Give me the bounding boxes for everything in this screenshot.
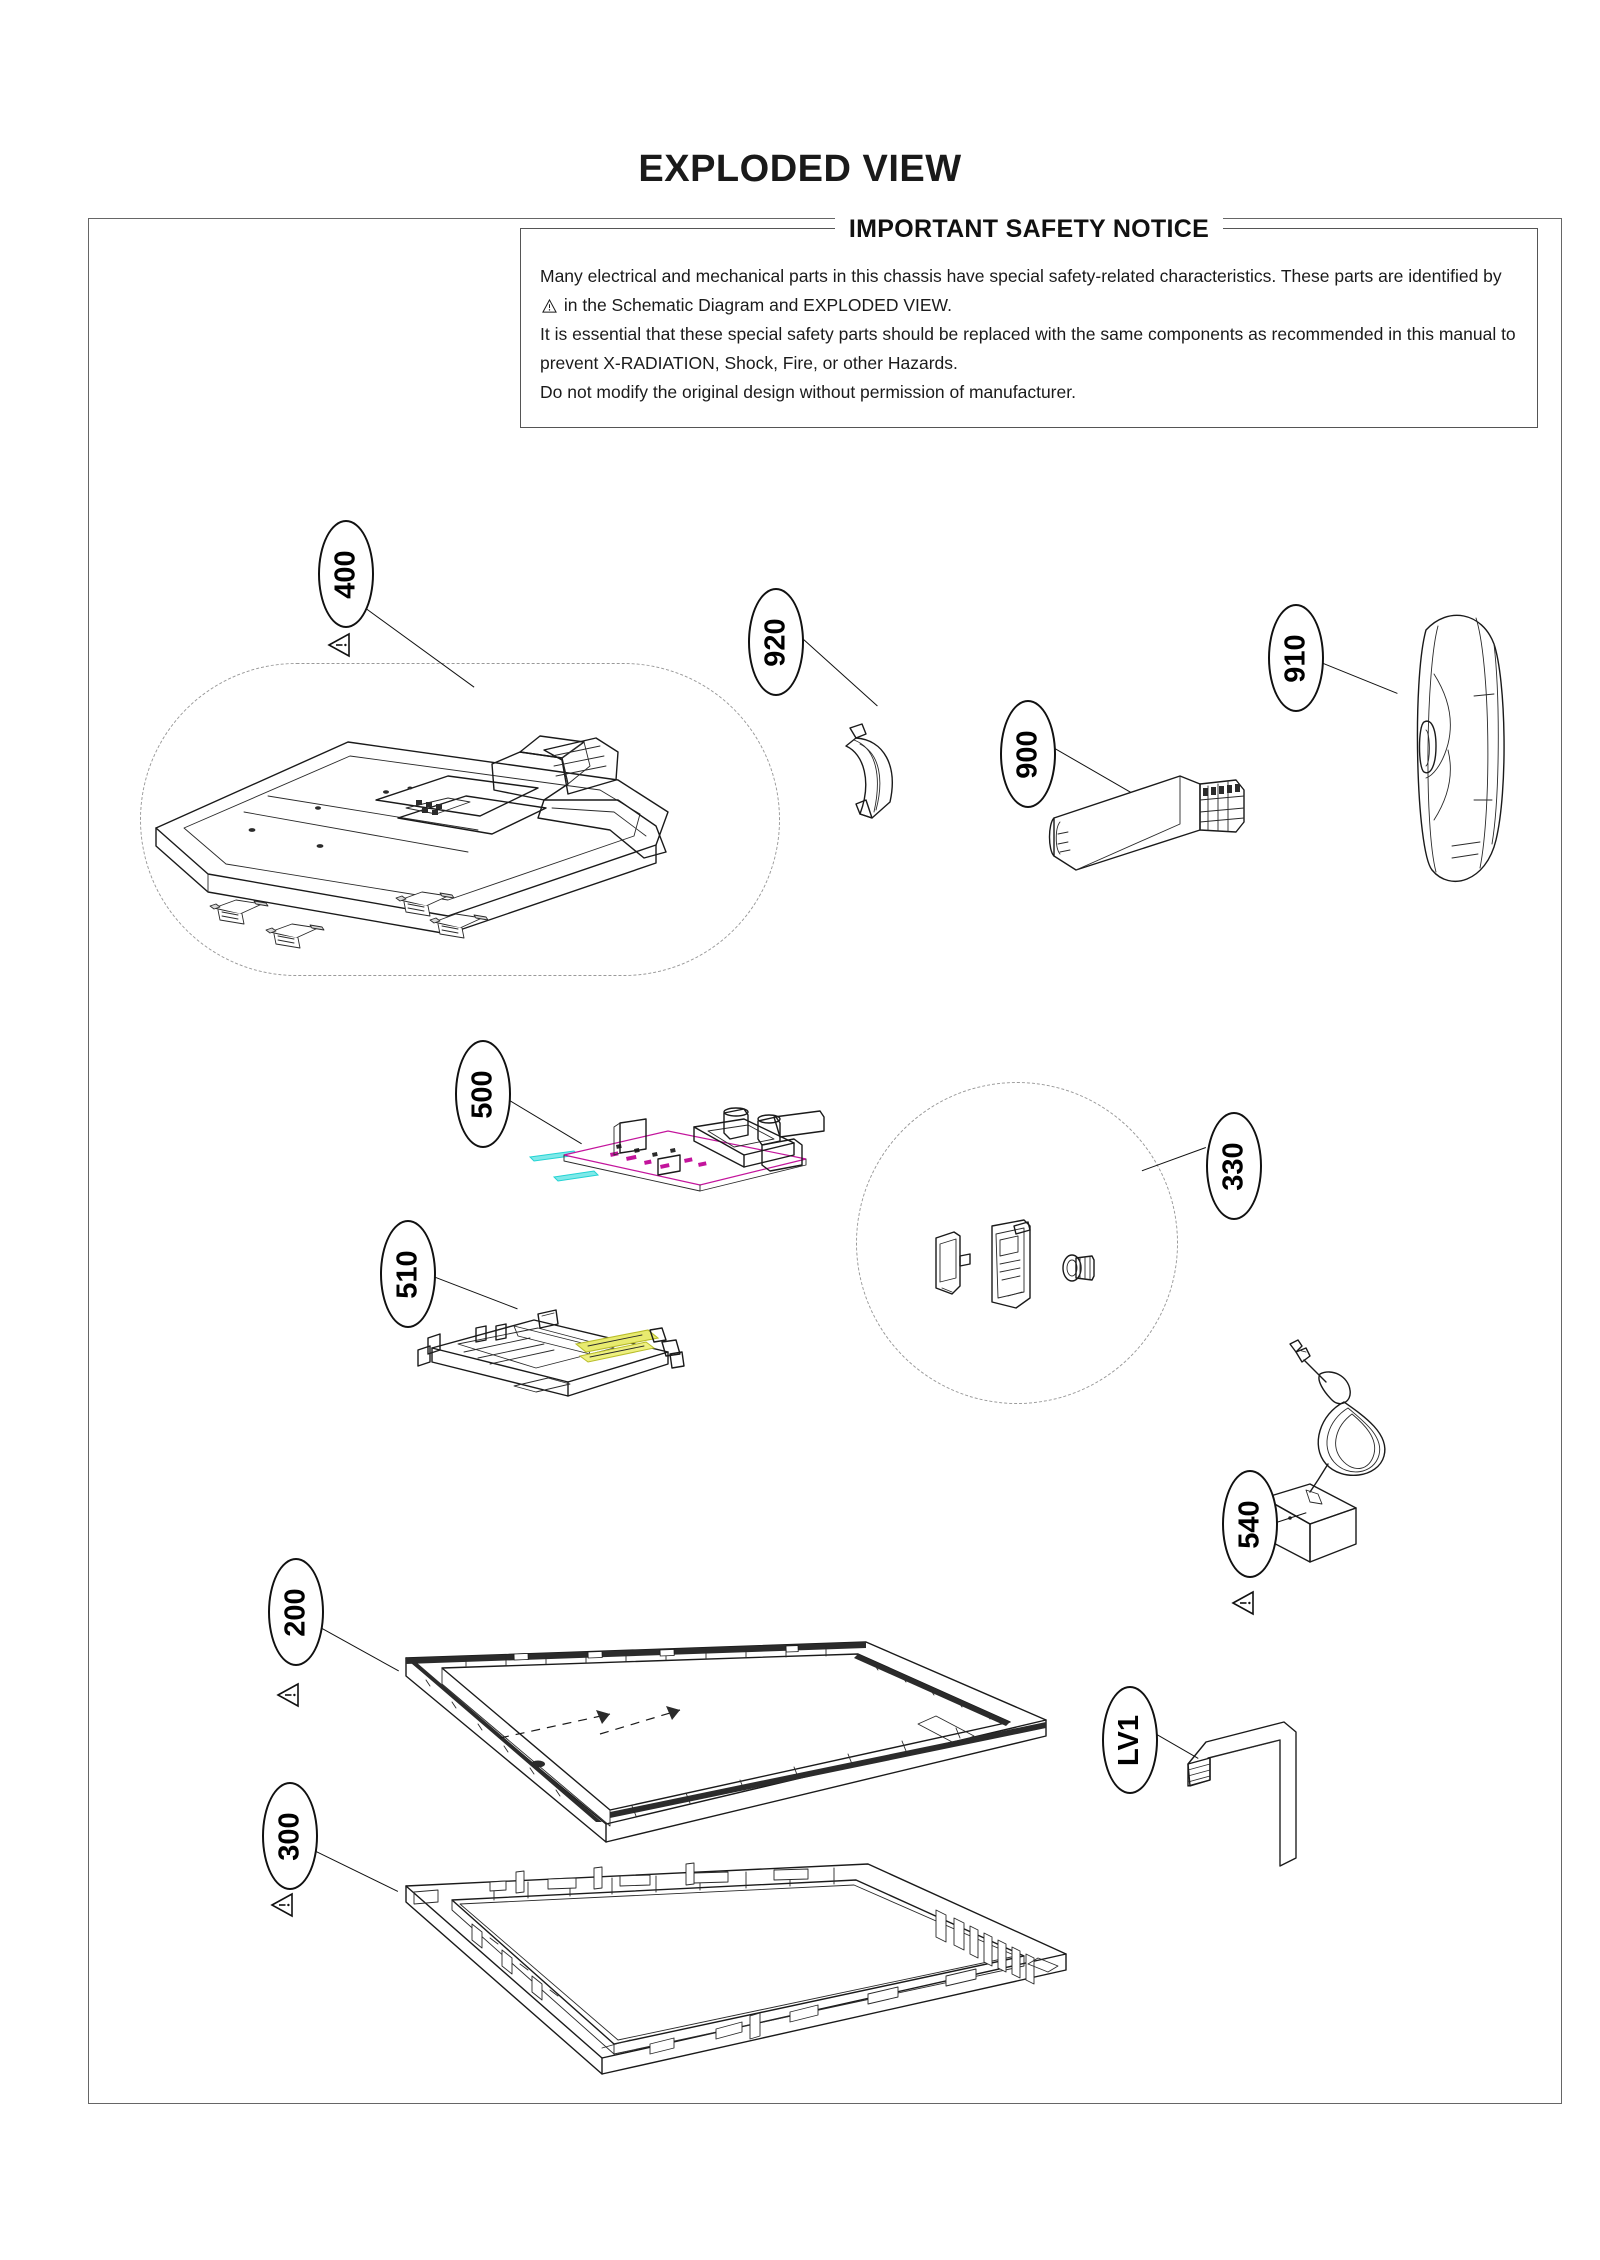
power-adapter-artwork [1248, 1338, 1428, 1588]
callout-lv1-label: LV1 [1113, 1714, 1146, 1766]
callout-540[interactable] [1222, 1470, 1278, 1578]
warning-triangle-icon [542, 293, 557, 307]
callout-lv1[interactable] [1102, 1686, 1158, 1794]
callout-330-label: 330 [1217, 1141, 1250, 1191]
callout-400[interactable] [318, 520, 374, 628]
safety-warning-icon-400 [325, 630, 355, 660]
safety-text-1b: in the Schematic Diagram and EXPLODED VIEW. [563, 295, 952, 315]
safety-notice-title: IMPORTANT SAFETY NOTICE [835, 215, 1223, 244]
safety-paragraph-2: It is essential that these special safety parts should be replaced with the same components as recommended in this manual to prevent X-RADIATION, Shock, Fire, or other Hazards. [540, 324, 1516, 373]
callout-400-label: 400 [329, 549, 362, 599]
safety-warning-icon-200 [274, 1680, 304, 1710]
callout-510[interactable] [380, 1220, 436, 1328]
callout-900-label: 900 [1011, 729, 1044, 779]
callout-300[interactable] [262, 1782, 318, 1890]
remote-control-artwork [1390, 600, 1520, 900]
callout-200-label: 200 [279, 1587, 312, 1637]
stand-base-artwork [148, 660, 768, 960]
safety-warning-icon-540 [1229, 1588, 1259, 1618]
safety-paragraph-1 [540, 262, 1525, 320]
stand-cap-artwork [832, 718, 942, 838]
callout-300-label: 300 [273, 1811, 306, 1861]
callout-200[interactable] [268, 1558, 324, 1666]
stand-neck-artwork [1040, 752, 1260, 882]
callout-920-label: 920 [759, 617, 792, 667]
callout-910-label: 910 [1279, 633, 1312, 683]
front-bezel-artwork [396, 1636, 1056, 1866]
rear-cover-artwork [398, 1858, 1078, 2098]
safety-paragraph-3: Do not modify the original design without permission of manufacturer. [540, 382, 1076, 402]
page-title: EXPLODED VIEW [638, 148, 962, 190]
main-pcb-artwork [548, 1115, 828, 1205]
control-parts-artwork [930, 1220, 1150, 1330]
flat-flex-cable-artwork [1184, 1710, 1364, 1890]
safety-text-1a: Many electrical and mechanical parts in this chassis have special safety-related characteristics. These parts are identified by [540, 266, 1502, 286]
callout-540-label: 540 [1233, 1499, 1266, 1549]
callout-510-label: 510 [391, 1249, 424, 1299]
pcb-shield-artwork [418, 1300, 688, 1410]
callout-910[interactable] [1268, 604, 1324, 712]
callout-920[interactable] [748, 588, 804, 696]
safety-warning-icon-300 [268, 1890, 298, 1920]
callout-330[interactable] [1206, 1112, 1262, 1220]
callout-500[interactable] [455, 1040, 511, 1148]
callout-900[interactable] [1000, 700, 1056, 808]
callout-500-label: 500 [466, 1069, 499, 1119]
safety-notice-body [540, 262, 1525, 407]
